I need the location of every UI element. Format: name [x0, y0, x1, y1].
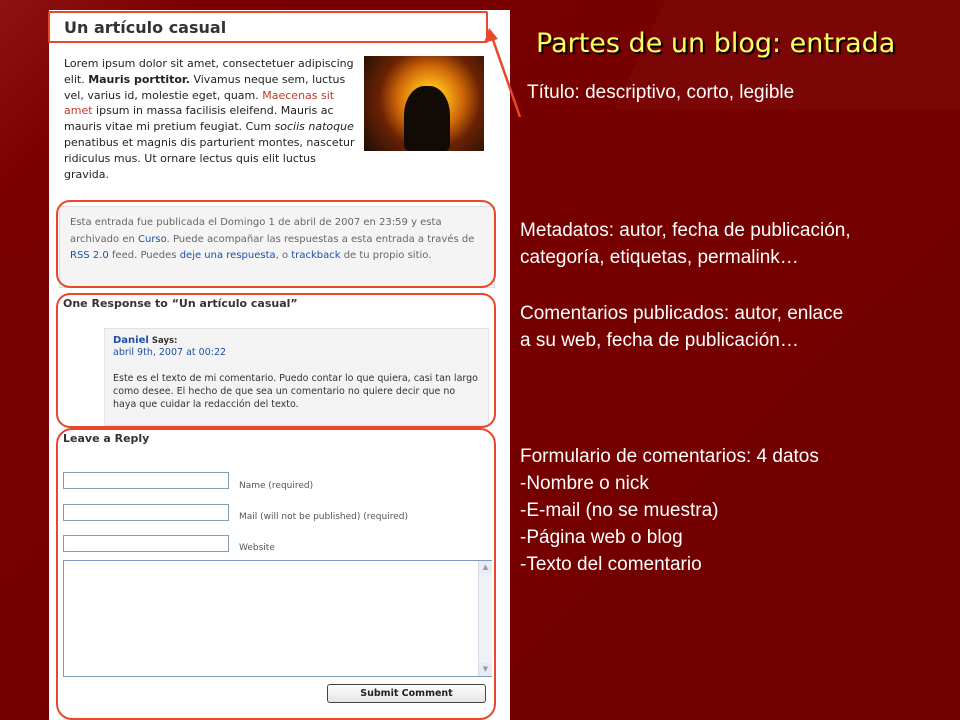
meta-text: Esta entrada fue publicada el Domingo 1 de abril de 2007 en 23:59 y esta archivado en [70, 217, 442, 245]
annotation-line: categoría, etiquetas, permalink… [520, 247, 799, 268]
meta-text: , o [275, 250, 292, 261]
rss-link[interactable]: RSS 2.0 [70, 250, 109, 261]
responses-heading: One Response to “Un artículo casual” [63, 297, 298, 310]
highlight-metadata [56, 200, 496, 288]
scroll-up-icon[interactable]: ▲ [479, 561, 492, 574]
annotation-form [520, 443, 819, 578]
meta-text: de tu propio sitio. [340, 250, 432, 261]
body-link[interactable]: Maecenas sit amet [64, 88, 335, 118]
annotation-line: Formulario de comentarios: 4 datos [520, 446, 819, 467]
body-text: Vivamus neque sem, luctus vel, varius id, molestie eget, quam. [64, 72, 346, 102]
annotation-line: -Página web o blog [520, 527, 683, 548]
body-bold: Mauris porttitor. [88, 72, 190, 86]
highlight-form [56, 428, 496, 720]
meta-text: . Puede acompañar las respuestas a esta entrada a través de [166, 233, 475, 245]
annotation-line: a su web, fecha de publicación… [520, 330, 799, 351]
annotation-line: Metadatos: autor, fecha de publicación, [520, 220, 851, 241]
reply-heading: Leave a Reply [63, 432, 150, 445]
highlight-comments [56, 293, 496, 428]
post-image [364, 56, 484, 151]
category-link[interactable]: Curso [138, 233, 167, 245]
annotation-line: -Nombre o nick [520, 473, 649, 494]
submit-comment-button[interactable]: Submit Comment [327, 684, 486, 703]
comment-says: Says: [151, 336, 178, 346]
comment-author[interactable]: Daniel [113, 335, 149, 346]
trackback-link[interactable]: trackback [291, 250, 341, 261]
website-label: Website [239, 543, 275, 553]
reply-link[interactable]: deje una respuesta [179, 250, 276, 261]
name-label: Name (required) [239, 481, 314, 491]
email-label: Mail (will not be published) (required) [239, 512, 408, 522]
body-italic: sociis natoque [274, 120, 354, 134]
silhouette-figure [404, 86, 450, 151]
highlight-title [48, 11, 488, 43]
scroll-down-icon[interactable]: ▼ [479, 663, 492, 676]
annotation-metadata [520, 217, 851, 271]
arrow-icon [480, 25, 540, 125]
meta-text: feed. Puedes [108, 250, 180, 261]
body-text: penatibus et magnis dis parturient montes, nascetur ridiculus mus. Ut ornare lectus quis elit luctus gravida. [64, 135, 355, 181]
annotation-line: -E-mail (no se muestra) [520, 500, 719, 521]
body-text: ipsum in massa facilisis eleifend. Mauris ac mauris vitae mi pretium feugiat. Cum [64, 104, 334, 134]
comment-text: Este es el texto de mi comentario. Puedo contar lo que quiera, casi tan largo como desee. El hecho de que sea un comentario no quiere decir que no haya que cuidar la redacción del texto. [113, 373, 478, 410]
body-text: Lorem ipsum dolor sit amet, consectetuer adipiscing elit. [64, 57, 354, 86]
body-cutoff [49, 188, 510, 200]
annotation-line: Comentarios publicados: autor, enlace [520, 303, 844, 324]
annotation-line: -Texto del comentario [520, 554, 702, 575]
slide-title: Partes de un blog: entrada [536, 28, 896, 59]
annotation-comments [520, 300, 843, 354]
post-title[interactable]: Un artículo casual [64, 18, 227, 37]
post-body [64, 56, 484, 182]
comment-date[interactable]: abril 9th, 2007 at 00:22 [113, 347, 227, 358]
annotation-title: Título: descriptivo, corto, legible [527, 82, 795, 103]
